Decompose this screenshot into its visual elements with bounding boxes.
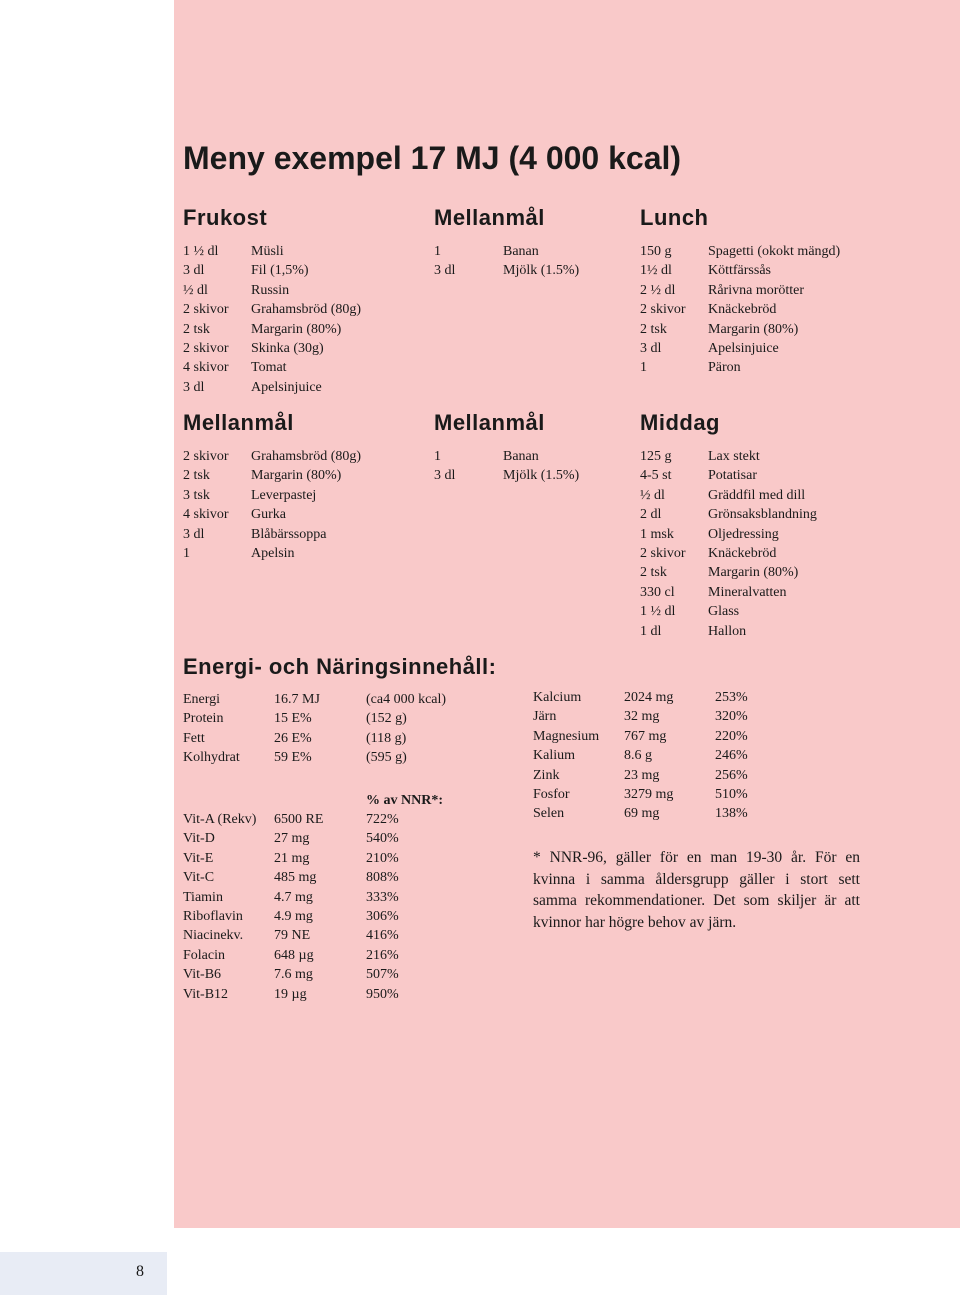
meal-item-qty: 4 skivor <box>183 360 229 376</box>
meal-item-food: Gräddfil med dill <box>708 487 806 503</box>
meal-heading-mellanmal-2: Mellanmål <box>183 410 294 435</box>
meal-item <box>434 242 624 261</box>
meal-item <box>640 320 870 339</box>
meal-item-food: Hallon <box>708 623 747 639</box>
meal-item <box>640 486 870 505</box>
meal-item-qty: 125 g <box>640 449 672 464</box>
meal-item-food: Oljedressing <box>708 526 779 542</box>
meal-item-food: Apelsinjuice <box>251 379 322 395</box>
vitamins-name: Vit-E <box>183 850 214 866</box>
meal-item <box>183 486 423 505</box>
minerals-name: Magnesium <box>533 728 600 744</box>
vitamins-value: 19 µg <box>274 986 307 1002</box>
vitamins-row <box>183 810 483 829</box>
energy-name: Protein <box>183 711 224 727</box>
meal-item-qty: 2 skivor <box>640 302 686 318</box>
vitamins-value: 4.7 mg <box>274 889 313 905</box>
meal-item <box>183 300 423 319</box>
meal-item <box>640 525 870 544</box>
meal-list-frukost <box>183 242 423 397</box>
meal-item <box>640 544 870 563</box>
minerals-row <box>533 766 793 785</box>
meal-item-food: Grahamsbröd (80g) <box>251 302 362 318</box>
vitamins-pct: 722% <box>366 812 399 827</box>
nnr-header-row <box>183 791 483 810</box>
meal-item-qty: 2 skivor <box>183 449 229 464</box>
meal-item <box>183 447 423 466</box>
vitamins-name: Niacinekv. <box>183 928 244 944</box>
meal-item-food: Banan <box>503 244 539 259</box>
energy-extra: (118 g) <box>366 730 407 746</box>
meal-item <box>183 339 423 358</box>
meal-item-food: Glass <box>708 604 740 620</box>
meal-item-food: Fil (1,5%) <box>251 263 309 279</box>
energy-extra: (ca4 000 kcal) <box>366 692 447 707</box>
energy-value: 16.7 MJ <box>274 692 320 707</box>
meal-item-food: Gurka <box>251 507 286 523</box>
minerals-value: 32 mg <box>624 709 660 725</box>
meal-item <box>434 447 624 466</box>
meal-item <box>183 378 423 397</box>
vitamins-row <box>183 849 483 868</box>
energy-value: 59 E% <box>274 750 312 766</box>
meal-item <box>640 622 870 641</box>
meal-item <box>640 261 870 280</box>
minerals-pct: 253% <box>715 690 748 705</box>
vitamins-name: Vit-B12 <box>183 986 229 1002</box>
minerals-name: Järn <box>533 709 557 725</box>
minerals-row <box>533 727 793 746</box>
minerals-row <box>533 707 793 726</box>
meal-item-qty: 3 dl <box>183 526 205 542</box>
minerals-row <box>533 746 793 765</box>
meal-item-food: Grönsaksblandning <box>708 507 817 523</box>
meal-item-food: Müsli <box>251 244 284 259</box>
vitamins-pct: 210% <box>366 850 399 866</box>
vitamins-name: Vit-B6 <box>183 967 222 983</box>
vitamins-value: 4.9 mg <box>274 908 313 924</box>
vitamins-name: Riboflavin <box>183 908 243 924</box>
meal-item-food: Mjölk (1.5%) <box>503 468 580 484</box>
nnr-footnote: * NNR-96, gäller för en man 19-30 år. För en kvinna i samma åldersgrupp gäller i stort sett samma rekommendationer. Det som skiljer är att kvinnor har högre behov av järn. <box>533 849 860 931</box>
meal-item-qty: ½ dl <box>640 487 665 503</box>
meal-item <box>640 300 870 319</box>
meal-item-qty: 1 ½ dl <box>640 604 676 620</box>
meal-item-food: Potatisar <box>708 468 757 484</box>
minerals-name: Selen <box>533 806 565 822</box>
energy-row <box>183 729 483 748</box>
meal-item-food: Knäckebröd <box>708 302 777 318</box>
meal-item-qty: 2 tsk <box>183 468 210 484</box>
meal-list-mellanmal-3 <box>434 447 624 486</box>
meal-item-qty: 2 skivor <box>183 302 229 318</box>
meal-item-food: Russin <box>251 282 290 298</box>
meal-item-qty: 1 <box>434 244 441 259</box>
minerals-pct: 256% <box>715 767 748 783</box>
meal-item-qty: 330 cl <box>640 584 675 600</box>
meal-item-qty: 2 skivor <box>183 340 229 356</box>
minerals-pct: 138% <box>715 806 748 822</box>
meal-item <box>640 505 870 524</box>
vitamins-name: Vit-A (Rekv) <box>183 812 257 827</box>
meal-item <box>183 242 423 261</box>
vitamins-name: Vit-D <box>183 831 215 847</box>
meal-item <box>640 602 870 621</box>
meal-item-qty: 1 ½ dl <box>183 244 219 259</box>
meal-item <box>640 358 870 377</box>
meal-item <box>640 583 870 602</box>
meal-heading-frukost: Frukost <box>183 205 268 230</box>
meal-list-lunch <box>640 242 870 378</box>
meal-item <box>183 544 423 563</box>
meal-item <box>640 563 870 582</box>
energy-name: Energi <box>183 692 221 707</box>
vitamins-row <box>183 946 483 965</box>
vitamins-pct: 306% <box>366 908 399 924</box>
meal-item-qty: 2 ½ dl <box>640 282 676 298</box>
vitamins-value: 79 NE <box>274 928 311 944</box>
vitamins-row <box>183 965 483 984</box>
meal-item-food: Margarin (80%) <box>251 321 342 337</box>
energy-value: 26 E% <box>274 730 312 746</box>
meal-item-qty: 2 skivor <box>640 545 686 561</box>
meal-item-qty: 1 dl <box>640 623 662 639</box>
minerals-value: 2024 mg <box>624 690 674 705</box>
nutrition-heading: Energi- och Näringsinnehåll: <box>183 654 497 679</box>
meal-item-qty: 3 tsk <box>183 487 210 503</box>
meal-item <box>183 505 423 524</box>
meal-item-food: Mineralvatten <box>708 584 787 600</box>
meal-heading-mellanmal-3: Mellanmål <box>434 410 545 435</box>
minerals-value: 23 mg <box>624 767 660 783</box>
energy-table <box>183 690 483 768</box>
vitamins-row <box>183 985 483 1004</box>
mineral-table <box>533 688 793 824</box>
meal-item <box>183 261 423 280</box>
meal-item-food: Blåbärssoppa <box>251 526 327 542</box>
minerals-pct: 220% <box>715 728 748 744</box>
meal-item-food: Margarin (80%) <box>708 565 799 581</box>
meal-item-qty: 1½ dl <box>640 263 672 279</box>
meal-item-food: Leverpastej <box>251 487 317 503</box>
meal-item-qty: 3 dl <box>183 379 205 395</box>
meal-item <box>434 466 624 485</box>
minerals-value: 767 mg <box>624 728 667 744</box>
meal-item-food: Spagetti (okokt mängd) <box>708 244 841 259</box>
vitamins-value: 648 µg <box>274 947 314 963</box>
minerals-row <box>533 785 793 804</box>
meal-item-food: Banan <box>503 449 539 464</box>
meal-item-qty: ½ dl <box>183 282 208 298</box>
minerals-value: 69 mg <box>624 806 660 822</box>
meal-item <box>434 261 624 280</box>
meal-list-mellanmal-1 <box>434 242 624 281</box>
minerals-name: Kalium <box>533 748 575 764</box>
nnr-header: % av NNR*: <box>366 793 443 808</box>
vitamins-value: 6500 RE <box>274 812 324 827</box>
meal-item-food: Apelsinjuice <box>708 340 779 356</box>
meal-item <box>640 447 870 466</box>
energy-value: 15 E% <box>274 711 312 727</box>
meal-item-food: Köttfärssås <box>708 263 771 279</box>
meal-item-food: Margarin (80%) <box>708 321 799 337</box>
meal-item-qty: 2 tsk <box>640 321 667 337</box>
meal-item-qty: 4 skivor <box>183 507 229 523</box>
meal-item-qty: 1 <box>183 545 190 561</box>
vitamins-row <box>183 868 483 887</box>
minerals-pct: 320% <box>715 709 748 725</box>
meal-item-food: Päron <box>708 360 741 376</box>
energy-name: Kolhydrat <box>183 750 240 766</box>
meal-heading-mellanmal-1: Mellanmål <box>434 205 545 230</box>
vitamins-value: 21 mg <box>274 850 310 866</box>
meal-item <box>640 242 870 261</box>
meal-item-food: Lax stekt <box>708 449 760 464</box>
meal-item-qty: 1 msk <box>640 526 674 542</box>
vitamins-pct: 950% <box>366 986 399 1002</box>
vitamins-row <box>183 829 483 848</box>
energy-row <box>183 748 483 767</box>
meal-list-middag <box>640 447 870 641</box>
meal-item <box>640 339 870 358</box>
vitamins-value: 485 mg <box>274 870 317 886</box>
vitamins-row <box>183 907 483 926</box>
meal-item-qty: 3 dl <box>183 263 205 279</box>
meal-item-qty: 1 <box>640 360 647 376</box>
meal-item <box>183 281 423 300</box>
minerals-value: 8.6 g <box>624 748 652 764</box>
vitamins-pct: 416% <box>366 928 399 944</box>
page-title: Meny exempel 17 MJ (4 000 kcal) <box>183 140 682 176</box>
meal-item-food: Mjölk (1.5%) <box>503 263 580 279</box>
vitamins-value: 27 mg <box>274 831 310 847</box>
meal-item-food: Apelsin <box>251 545 295 561</box>
vitamins-pct: 808% <box>366 870 399 886</box>
meal-item-qty: 3 dl <box>434 263 456 279</box>
meal-heading-lunch: Lunch <box>640 205 709 230</box>
vitamins-pct: 507% <box>366 967 399 983</box>
meal-item-food: Skinka (30g) <box>251 340 324 356</box>
energy-extra: (152 g) <box>366 711 407 727</box>
meal-item-food: Margarin (80%) <box>251 468 342 484</box>
meal-item-qty: 1 <box>434 449 441 464</box>
energy-extra: (595 g) <box>366 750 407 766</box>
minerals-name: Fosfor <box>533 786 570 802</box>
meal-item <box>640 281 870 300</box>
vitamins-pct: 216% <box>366 947 399 963</box>
minerals-pct: 510% <box>715 786 748 802</box>
meal-item-qty: 2 dl <box>640 507 662 523</box>
vitamins-row <box>183 888 483 907</box>
vitamins-name: Vit-C <box>183 870 215 886</box>
meal-item-qty: 4-5 st <box>640 468 672 484</box>
energy-row <box>183 690 483 709</box>
meal-item-food: Grahamsbröd (80g) <box>251 449 362 464</box>
meal-item-qty: 150 g <box>640 244 672 259</box>
meal-item <box>183 320 423 339</box>
vitamins-name: Tiamin <box>183 889 223 905</box>
meal-heading-middag: Middag <box>640 410 720 435</box>
energy-name: Fett <box>183 730 205 746</box>
meal-item-qty: 2 tsk <box>640 565 667 581</box>
meal-item <box>640 466 870 485</box>
energy-row <box>183 709 483 728</box>
meal-item-qty: 3 dl <box>434 468 456 484</box>
meal-item-qty: 3 dl <box>640 340 662 356</box>
minerals-name: Zink <box>533 767 560 783</box>
meal-item-food: Rårivna morötter <box>708 282 805 298</box>
meal-list-mellanmal-2 <box>183 447 423 563</box>
vitamins-pct: 540% <box>366 831 399 847</box>
minerals-row <box>533 688 793 707</box>
minerals-name: Kalcium <box>533 690 582 705</box>
minerals-value: 3279 mg <box>624 786 674 802</box>
meal-item-qty: 2 tsk <box>183 321 210 337</box>
meal-item-food: Knäckebröd <box>708 545 777 561</box>
vitamins-value: 7.6 mg <box>274 967 313 983</box>
vitamin-table <box>183 810 483 1004</box>
page-number: 8 <box>136 1263 144 1280</box>
meal-item-food: Tomat <box>251 360 287 376</box>
meal-item <box>183 525 423 544</box>
vitamins-name: Folacin <box>183 947 225 963</box>
minerals-pct: 246% <box>715 748 748 764</box>
vitamins-pct: 333% <box>366 889 399 905</box>
meal-item <box>183 358 423 377</box>
vitamins-row <box>183 926 483 945</box>
meal-item <box>183 466 423 485</box>
minerals-row <box>533 804 793 823</box>
